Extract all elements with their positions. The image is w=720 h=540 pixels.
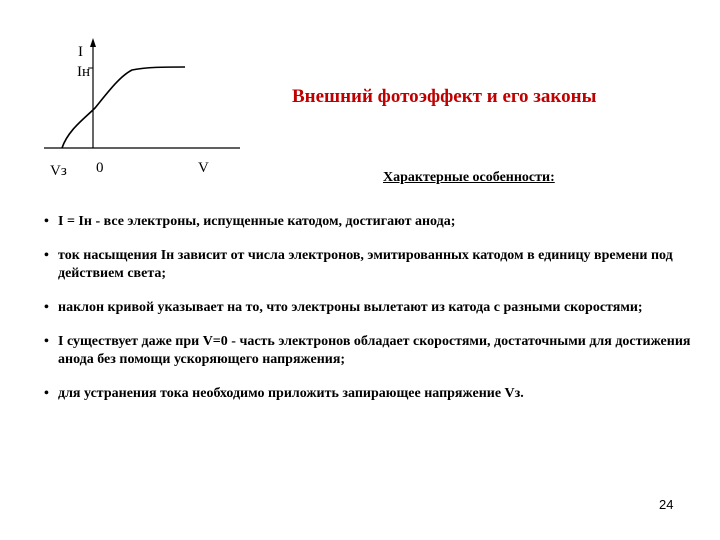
list-item-text: наклон кривой указывает на то, что электроны вылетают из катода с разными скоростями; <box>58 300 643 315</box>
y-axis-arrow <box>90 38 96 47</box>
slide-title: Внешний фотоэффект и его законы <box>292 86 597 107</box>
list-item <box>44 333 704 369</box>
features-heading: Характерные особенности: <box>383 170 555 185</box>
list-item-text: для устранения тока необходимо приложить запирающее напряжение Vз. <box>58 386 524 401</box>
list-item-text: ток насыщения Iн зависит от числа электронов, эмитированных катодом в единицу времени под действием света; <box>58 248 673 281</box>
bullet-marker: • <box>44 300 49 315</box>
list-item-text: I = Iн - все электроны, испущенные катодом, достигают анода; <box>58 214 456 229</box>
y-axis-label: I <box>78 44 83 60</box>
current-voltage-graph <box>0 0 260 200</box>
bullet-marker: • <box>44 386 49 401</box>
list-item-text: I существует даже при V=0 - часть электронов обладает скоростями, достаточными для достижения анода без помощи ускоряющего напряжения; <box>58 334 691 367</box>
origin-label: 0 <box>96 160 104 176</box>
list-item <box>44 299 704 317</box>
list-item <box>44 247 704 283</box>
bullet-marker: • <box>44 334 49 349</box>
page-number: 24 <box>659 497 674 512</box>
bullet-marker: • <box>44 248 49 263</box>
voltage-axis-label: V <box>198 160 209 176</box>
list-item <box>44 385 704 403</box>
features-list <box>44 213 704 419</box>
saturation-current-label: Iн <box>77 64 91 80</box>
list-item <box>44 213 704 231</box>
stopping-voltage-label: Vз <box>50 163 67 179</box>
bullet-marker: • <box>44 214 49 229</box>
